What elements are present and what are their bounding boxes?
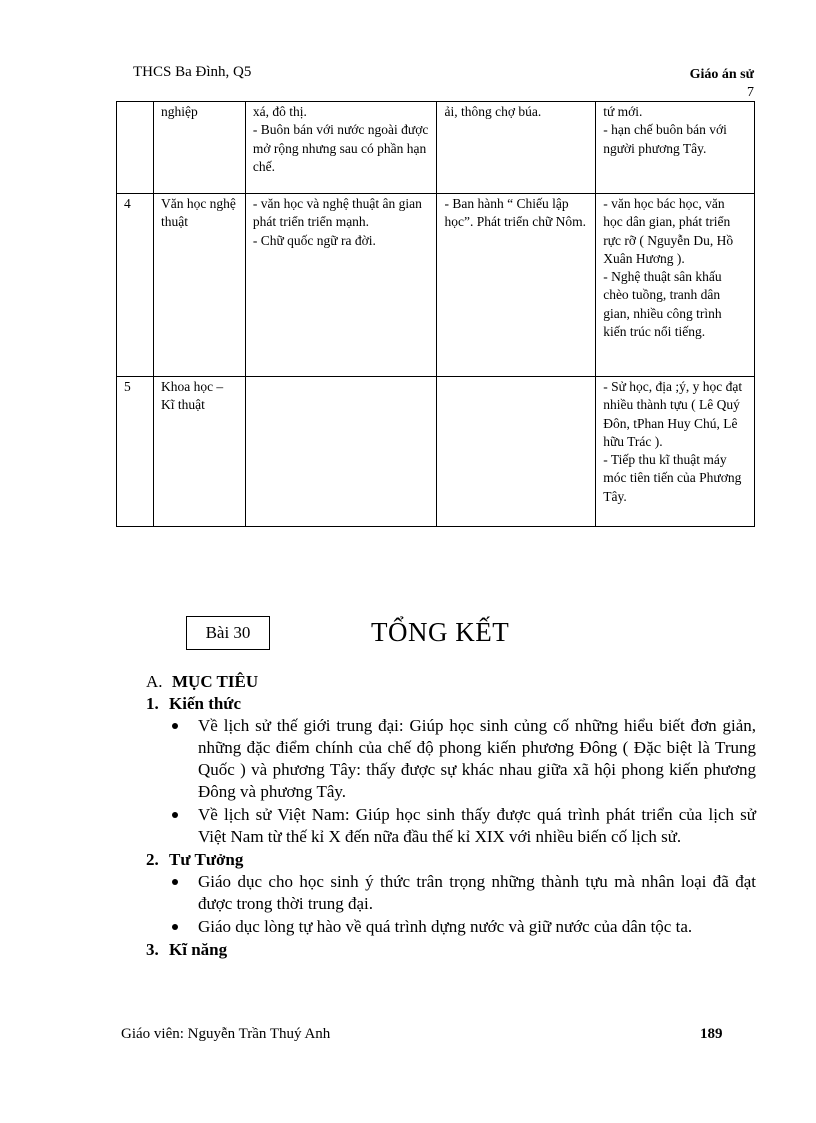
section-a-number: A. (146, 672, 163, 691)
bullet-icon (172, 812, 178, 818)
school-name: THCS Ba Đình, Q5 (133, 64, 252, 80)
field-cell: Khoa học – Kĩ thuật (153, 377, 245, 527)
col4-cell: - Ban hành “ Chiếu lập học”. Phát triển chữ Nôm. (437, 194, 596, 377)
subsection-title: Kĩ năng (169, 940, 228, 959)
list-item (172, 871, 756, 915)
col3-cell (245, 377, 437, 527)
subsection-number: 1. (146, 694, 159, 713)
list-item-text: Giáo dục cho học sinh ý thức trân trọng những thành tựu mà nhân loại đã đạt được trong thời trung đại. (198, 872, 756, 913)
col3-cell: xá, đô thị. - Buôn bán với nước ngoài được mở rộng nhưng sau có phần hạn chế. (245, 102, 437, 194)
list-item-text: Về lịch sử thế giới trung đại: Giúp học sinh củng cố những hiểu biết đơn giản, những đặc điểm chính của chế độ phong kiến phương Đông ( Đặc biệt là Trung Quốc ) và phương Tây: thấy được sự khác nhau giữa xã hội phong kiến phương Đông và phương Tây. (198, 716, 756, 801)
comparison-table (116, 101, 755, 527)
bullet-icon (172, 879, 178, 885)
lesson-number-box: Bài 30 (186, 616, 270, 650)
subsection-number: 2. (146, 850, 159, 869)
col5-cell: - văn học bác học, văn học dân gian, phát triển rực rỡ ( Nguyễn Du, Hồ Xuân Hương ). - Nghệ thuật sân khấu chèo tuồng, tranh dân gian, nhiều công trình kiến trúc nổi tiếng. (596, 194, 755, 377)
list-item (172, 916, 756, 938)
row-number: 5 (117, 377, 154, 527)
knowledge-list (146, 715, 756, 848)
field-cell: Văn học nghệ thuật (153, 194, 245, 377)
list-item (172, 804, 756, 848)
lesson-content (146, 671, 756, 961)
subject-label: Giáo án sử (689, 67, 754, 82)
col4-cell (437, 377, 596, 527)
section-a-heading (146, 671, 756, 693)
list-item-text: Về lịch sử Việt Nam: Giúp học sinh thấy được quá trình phát triển của lịch sử Việt Nam từ thế kỉ X đến nữa đầu thế kỉ XIX với nhiều biến cố lịch sử. (198, 805, 756, 846)
col5-cell: - Sử học, địa ;ý, y học đạt nhiều thành tựu ( Lê Quý Đôn, tPhan Huy Chú, Lê hữu Trác ). - Tiếp thu kĩ thuật máy móc tiên tiến của Phương Tây. (596, 377, 755, 527)
subject-header (690, 66, 754, 102)
table-row (117, 194, 755, 377)
lesson-title: TỔNG KẾT (371, 617, 510, 647)
table-row (117, 377, 755, 527)
subsection-heading (146, 693, 756, 715)
subsection-title: Kiến thức (169, 694, 242, 713)
page-number: 189 (700, 1026, 723, 1042)
subsection-title: Tư Tưởng (169, 850, 244, 869)
grade-label: 7 (747, 85, 754, 100)
bullet-icon (172, 924, 178, 930)
col5-cell: tứ mới. - hạn chế buôn bán với người phương Tây. (596, 102, 755, 194)
teacher-name: Giáo viên: Nguyễn Trần Thuý Anh (121, 1026, 331, 1042)
list-item-text: Giáo dục lòng tự hào về quá trình dựng nước và giữ nước của dân tộc ta. (198, 917, 693, 936)
list-item (172, 715, 756, 803)
subsection-heading (146, 849, 756, 871)
section-a-title: MỤC TIÊU (172, 672, 259, 691)
subsection-number: 3. (146, 940, 159, 959)
thought-list (146, 871, 756, 938)
table-row (117, 102, 755, 194)
col3-cell: - văn học và nghệ thuật ân gian phát triển triển mạnh. - Chữ quốc ngữ ra đời. (245, 194, 437, 377)
row-number (117, 102, 154, 194)
col4-cell: ải, thông chợ búa. (437, 102, 596, 194)
row-number: 4 (117, 194, 154, 377)
field-cell: nghiệp (153, 102, 245, 194)
subsection-heading (146, 939, 756, 961)
bullet-icon (172, 723, 178, 729)
